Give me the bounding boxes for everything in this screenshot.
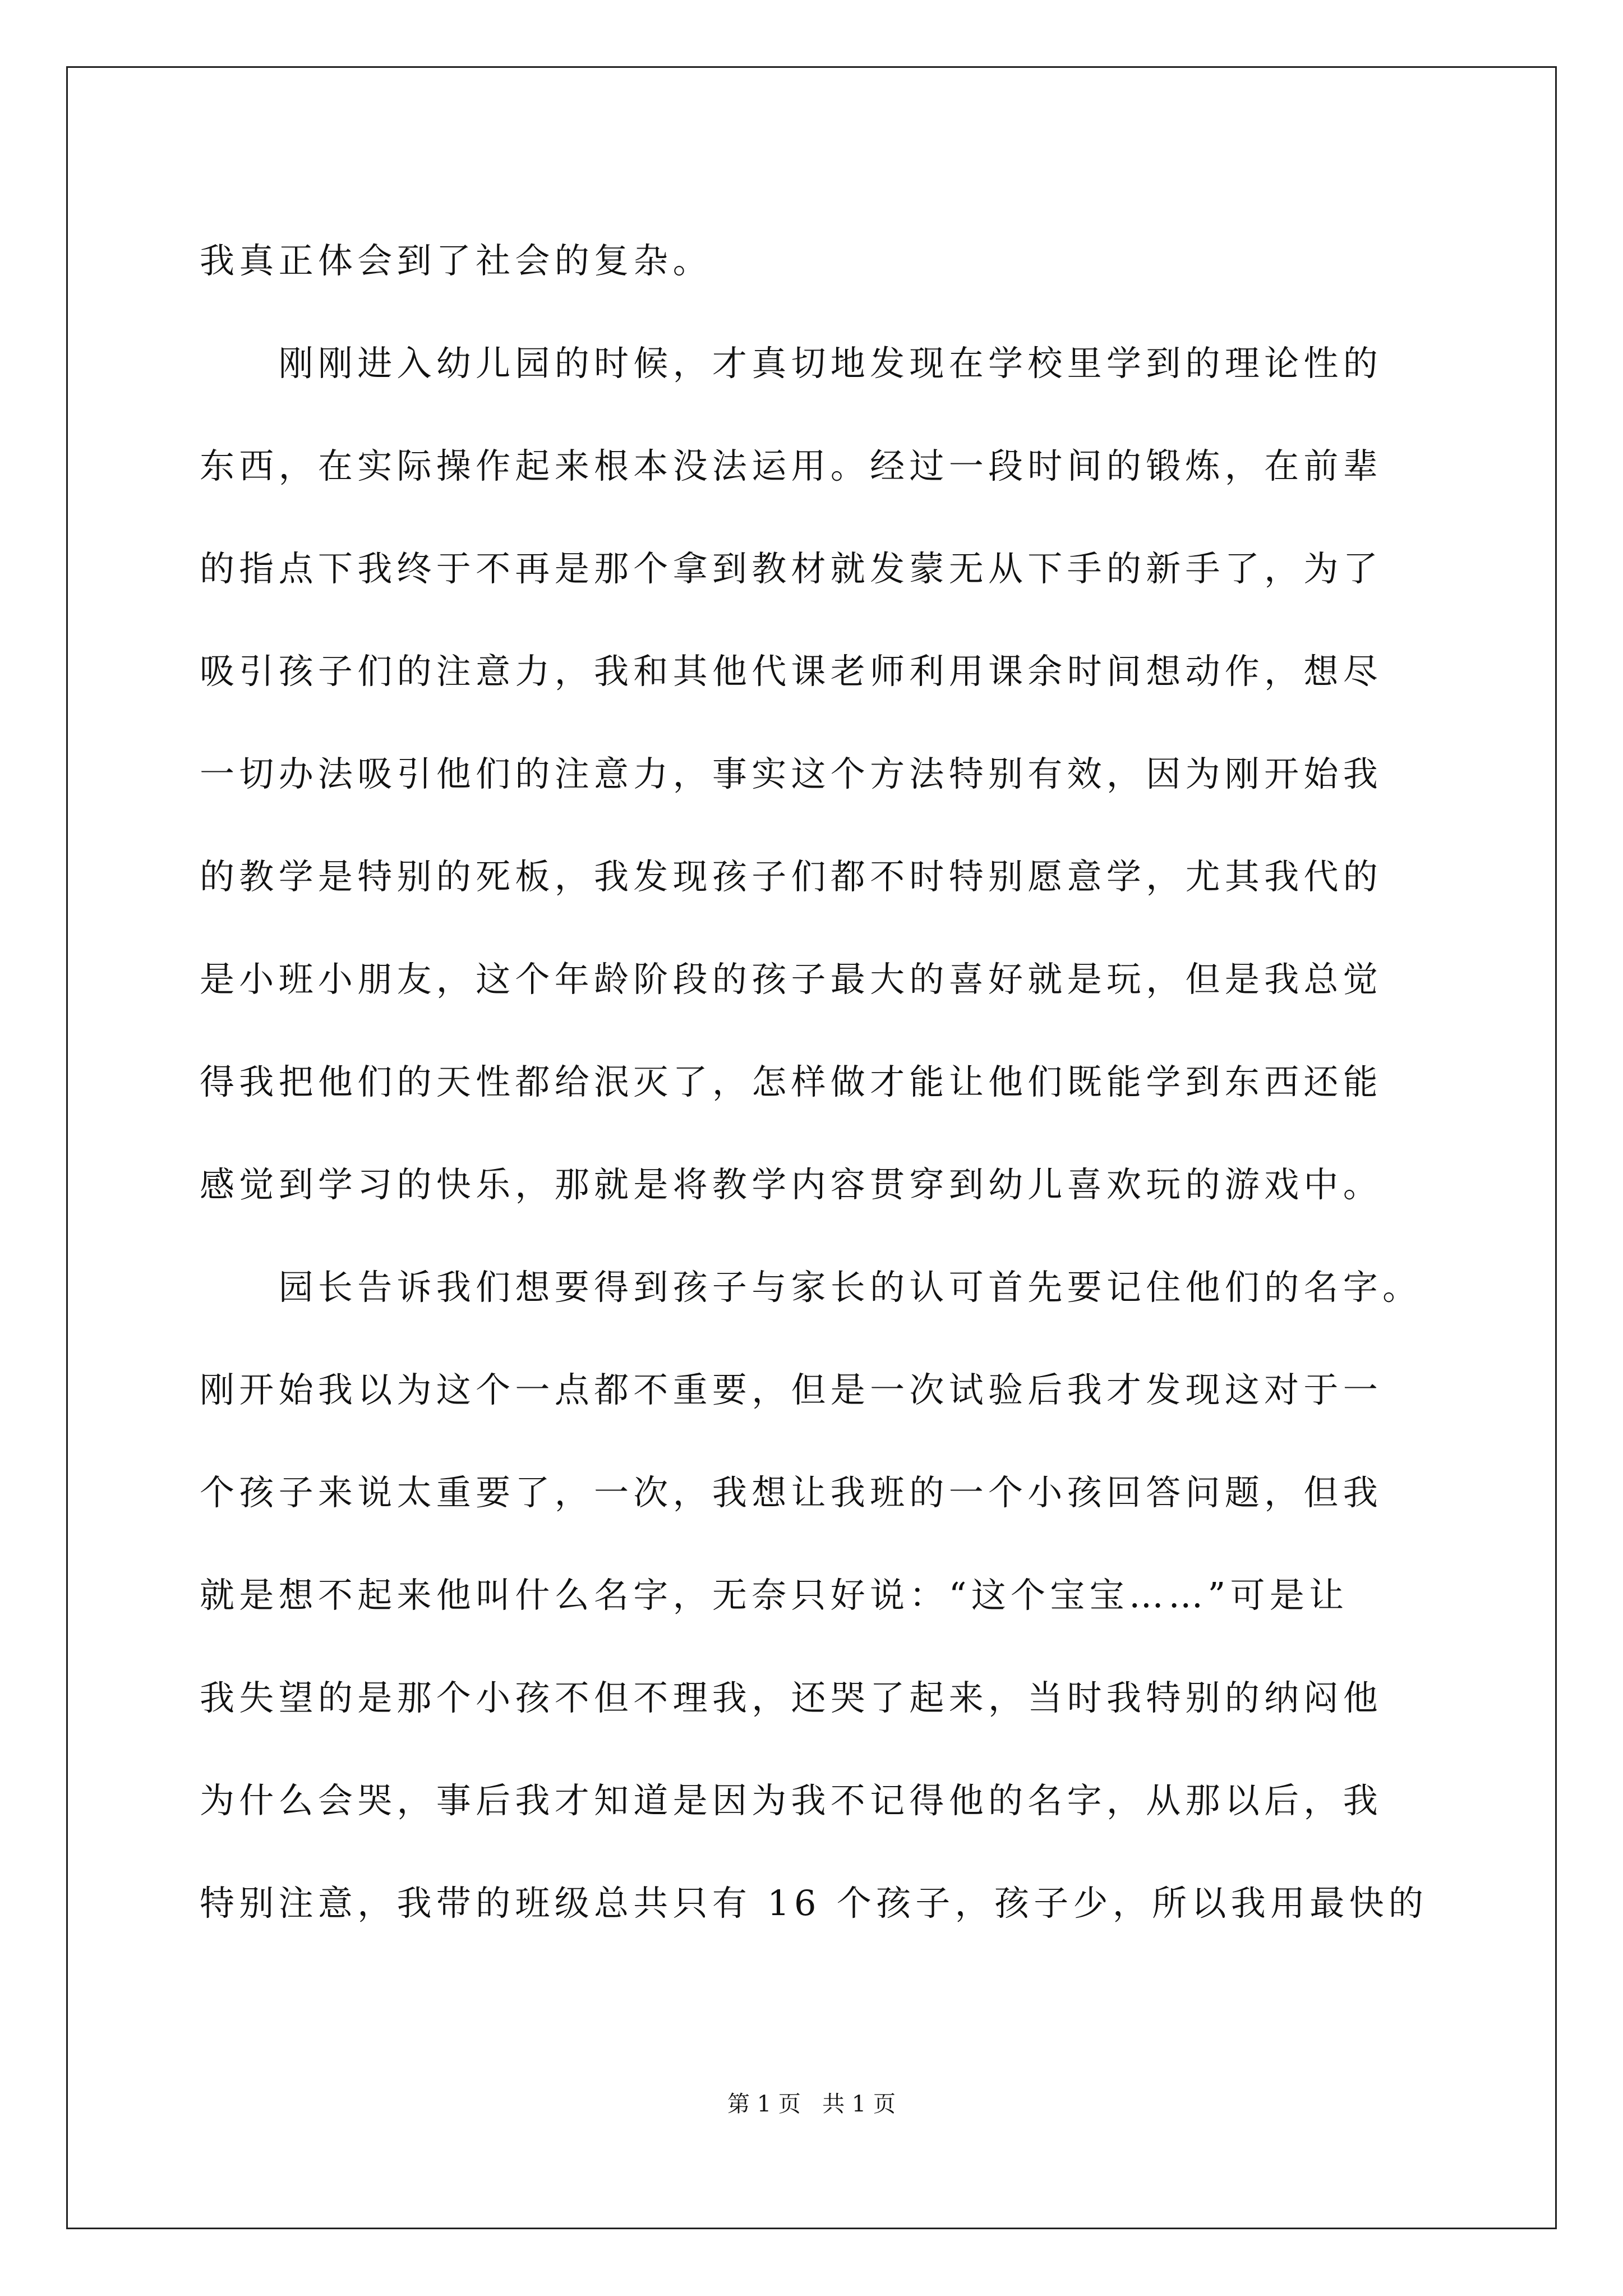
text-line: 吸引孩子们的注意力，我和其他代课老师利用课余时间想动作，想尽: [200, 651, 1383, 692]
text-line: 得我把他们的天性都给泯灭了，怎样做才能让他们既能学到东西还能: [200, 1061, 1383, 1102]
document-body: [200, 209, 1433, 1954]
text-line: 为什么会哭，事后我才知道是因为我不记得他的名字，从那以后，我: [200, 1780, 1383, 1821]
text-line: 就是想不起来他叫什么名字，无奈只好说：“这个宝宝……”可是让: [200, 1575, 1349, 1616]
text-line: 的指点下我终于不再是那个拿到教材就发蒙无从下手的新手了，为了: [200, 548, 1383, 589]
text-line: 东西，在实际操作起来根本没法运用。经过一段时间的锻炼，在前辈: [200, 445, 1383, 486]
text-line: 特别注意，我带的班级总共只有 16 个孩子，孩子少，所以我用最快的: [200, 1883, 1428, 1924]
text-line: 园长告诉我们想要得到孩子与家长的认可首先要记住他们的名字。: [200, 1267, 1422, 1308]
text-line: 一切办法吸引他们的注意力，事实这个方法特别有效，因为刚开始我: [200, 753, 1383, 794]
text-line: 感觉到学习的快乐，那就是将教学内容贯穿到幼儿喜欢玩的游戏中。: [200, 1164, 1383, 1205]
text-line: 刚开始我以为这个一点都不重要，但是一次试验后我才发现这对于一: [200, 1369, 1383, 1410]
text-line: 个孩子来说太重要了，一次，我想让我班的一个小孩回答问题，但我: [200, 1472, 1383, 1513]
text-line: 的教学是特别的死板，我发现孩子们都不时特别愿意学，尤其我代的: [200, 856, 1383, 897]
text-line: 我真正体会到了社会的复杂。: [200, 240, 712, 281]
text-line: 我失望的是那个小孩不但不理我，还哭了起来，当时我特别的纳闷他: [200, 1677, 1383, 1718]
text-line: 是小班小朋友，这个年龄阶段的孩子最大的喜好就是玩，但是我总觉: [200, 959, 1383, 1000]
page-number-footer: 第 1 页 共 1 页: [727, 2091, 896, 2117]
text-line: 刚刚进入幼儿园的时候，才真切地发现在学校里学到的理论性的: [200, 343, 1383, 384]
